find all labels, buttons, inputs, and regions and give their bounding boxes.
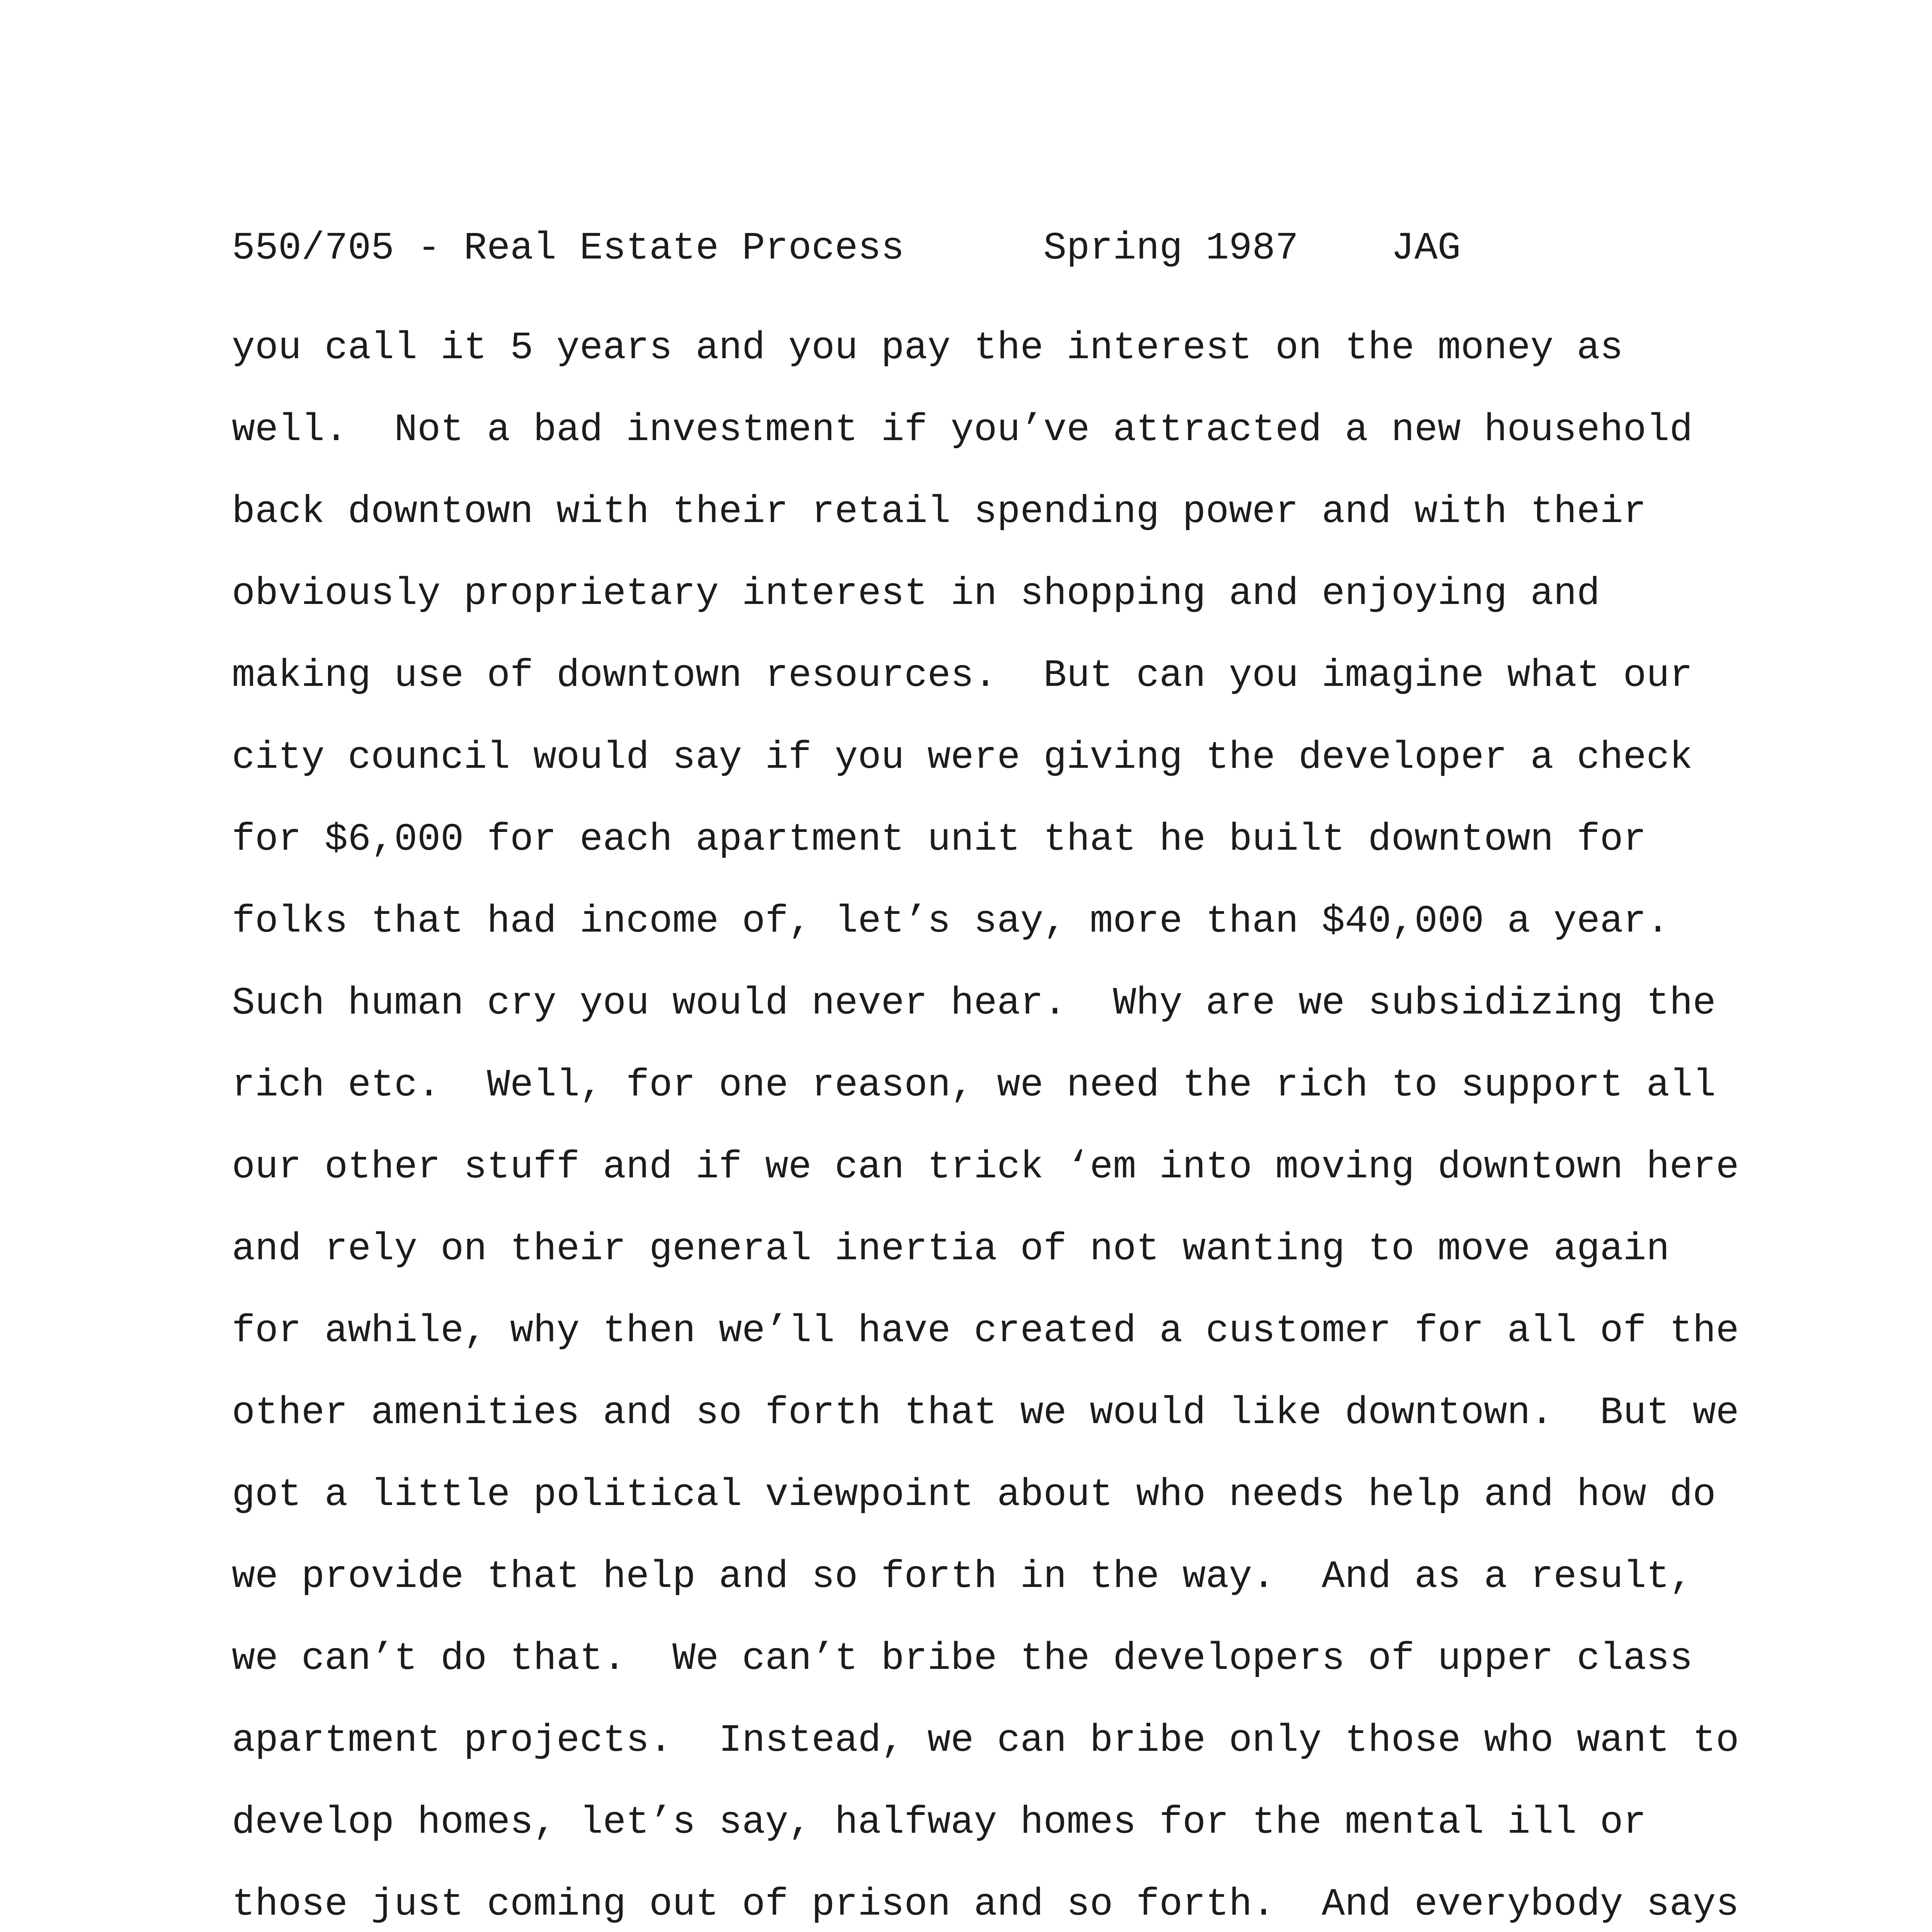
course-title: 550/705 - Real Estate Process bbox=[232, 227, 905, 270]
term-label: Spring 1987 bbox=[1043, 227, 1299, 270]
running-header bbox=[232, 225, 1461, 273]
text-line: for $6,000 for each apartment unit that he built downtown for bbox=[232, 818, 1646, 862]
text-line: well. Not a bad investment if you’ve attracted a new household bbox=[232, 408, 1693, 452]
text-line: folks that had income of, let’s say, more than $40,000 a year. bbox=[232, 900, 1670, 944]
text-line: apartment projects. Instead, we can bribe only those who want to bbox=[232, 1719, 1739, 1763]
text-line: we can’t do that. We can’t bribe the developers of upper class bbox=[232, 1637, 1693, 1681]
text-line: back downtown with their retail spending power and with their bbox=[232, 490, 1646, 534]
author-initials: JAG bbox=[1391, 227, 1461, 270]
text-line: rich etc. Well, for one reason, we need the rich to support all bbox=[232, 1064, 1716, 1107]
text-line: city council would say if you were giving the developer a check bbox=[232, 736, 1693, 780]
text-line: you call it 5 years and you pay the interest on the money as bbox=[232, 327, 1623, 370]
text-line: other amenities and so forth that we would like downtown. But we bbox=[232, 1391, 1739, 1435]
text-line: and rely on their general inertia of not wanting to move again bbox=[232, 1228, 1670, 1271]
text-line: we provide that help and so forth in the way. And as a result, bbox=[232, 1555, 1693, 1599]
text-line: making use of downtown resources. But can you imagine what our bbox=[232, 654, 1693, 698]
text-line: develop homes, let’s say, halfway homes for the mental ill or bbox=[232, 1801, 1646, 1845]
text-line: those just coming out of prison and so forth. And everybody says bbox=[232, 1883, 1739, 1927]
text-line: our other stuff and if we can trick ‘em into moving downtown here bbox=[232, 1146, 1739, 1189]
text-line: got a little political viewpoint about who needs help and how do bbox=[232, 1473, 1716, 1517]
text-line: obviously proprietary interest in shopping and enjoying and bbox=[232, 572, 1600, 616]
text-line: for awhile, why then we’ll have created a customer for all of the bbox=[232, 1310, 1739, 1353]
body-text bbox=[232, 308, 1739, 1932]
text-line: Such human cry you would never hear. Why are we subsidizing the bbox=[232, 982, 1716, 1026]
